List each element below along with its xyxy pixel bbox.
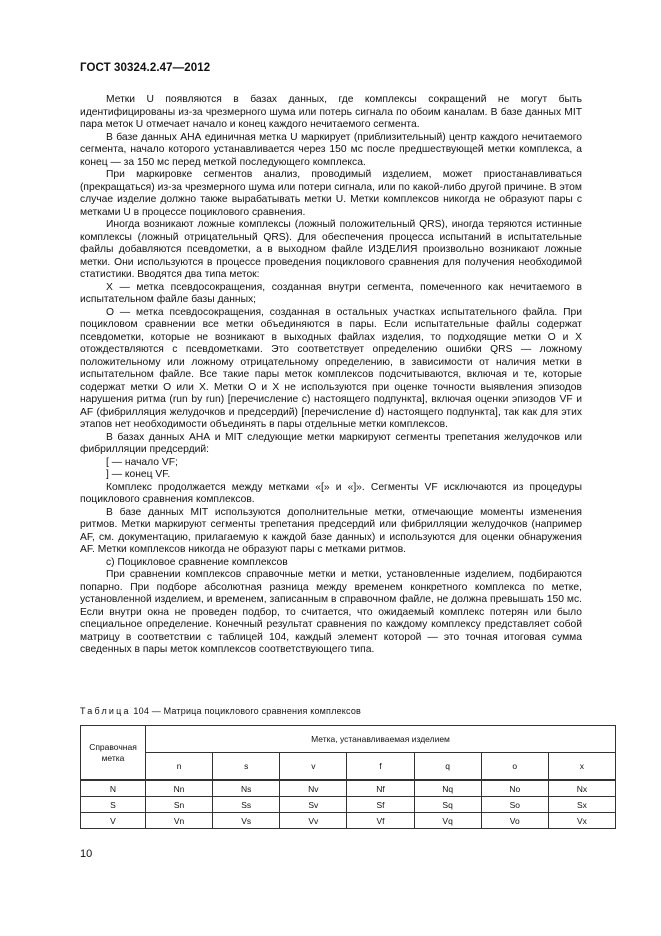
table-cell: Sq bbox=[414, 797, 481, 813]
row-label: S bbox=[81, 797, 146, 813]
table-cell: Vs bbox=[213, 813, 280, 829]
table-caption-text: 104 — Матрица поциклового сравнения комплексов bbox=[133, 706, 362, 716]
table-row bbox=[81, 813, 616, 829]
column-header: n bbox=[146, 753, 213, 781]
table-cell: Sn bbox=[146, 797, 213, 813]
paragraph: В базе данных АНА единичная метка U маркирует (приблизительный) центр каждого нечитаемого сегмента, начало которого устанавливается через 150 мс после предшествующей метки комплекса, а конец — за 150 мс перед меткой последующего комплекса. bbox=[80, 131, 582, 168]
table-row bbox=[81, 797, 616, 813]
paragraph: ] — конец VF. bbox=[106, 469, 171, 480]
subsection-heading: c) Поцикловое сравнение комплексов bbox=[106, 556, 288, 568]
paragraph: При сравнении комплексов справочные метки и метки, установленные изделием, подбираются попарно. При подборе абсолютная разница между временем конкретного комплекса по метке, установленной изделием, и временем, записанным в справочном файле, не должна превышать 150 мс. Если внутри окна не проведен подбор, то считается, что ожидаемый комплекс потерян или было специальное определение. Конечный результат сравнения по каждому комплексу представляет собой матрицу в соответствии с таблицей 104, каждый элемент которой — это точная итоговая сумма сведенных в пары меток комплексов соответствующего типа. bbox=[80, 569, 582, 655]
table-cell: Vx bbox=[548, 813, 615, 829]
column-header: q bbox=[414, 753, 481, 781]
column-header: o bbox=[481, 753, 548, 781]
table-cell: Nf bbox=[347, 780, 414, 797]
paragraph: Иногда возникают ложные комплексы (ложный положительный QRS), иногда теряются истинные комплексы (ложный отрицательный QRS). Для обеспечения процесса испытаний в испытательные файлы добавляются псевдометки, а в выходном файле ИЗДЕЛИЯ произвольно возникают ложные метки. Они используются в процессе проведения поциклового сравнения для получения необходимой статистики. Вводятся два типа меток: bbox=[80, 219, 582, 280]
paragraph: В базе данных MIT используются дополнительные метки, отмечающие моменты изменения ритмов. Метки маркируют сегменты трепетания предсердий или фибрилляции желудочков (например AF, см. документацию, прилагаемую к каждой базе данных) и используются для оценки обнаружения AF. Метки комплексов никогда не образуют пары с метками ритмов. bbox=[80, 506, 582, 555]
row-label: V bbox=[81, 813, 146, 829]
table-cell: Nx bbox=[548, 780, 615, 797]
paragraph: X — метка псевдосокращения, созданная внутри сегмента, помеченного как нечитаемого в испытательном файле базы данных; bbox=[80, 281, 582, 305]
table-cell: Vv bbox=[280, 813, 347, 829]
comparison-matrix-table bbox=[80, 725, 616, 829]
row-label: N bbox=[81, 780, 146, 797]
document-body bbox=[80, 94, 582, 657]
table-cell: Vq bbox=[414, 813, 481, 829]
paragraph: При маркировке сегментов анализ, проводимый изделием, может приостанавливаться (прекращаться) из-за чрезмерного шума или потери сигнала, или по какой-либо другой причине. В этом случае изделие должно также вырабатывать метки U. Метки комплексов никогда не образуют пары с метками U в процессе поциклового сравнения. bbox=[80, 169, 582, 218]
table-cell: Nn bbox=[146, 780, 213, 797]
table-cell: Vo bbox=[481, 813, 548, 829]
table-cell: Vn bbox=[146, 813, 213, 829]
document-header: ГОСТ 30324.2.47—2012 bbox=[80, 62, 211, 74]
table-cell: No bbox=[481, 780, 548, 797]
column-header: v bbox=[280, 753, 347, 781]
column-header: s bbox=[213, 753, 280, 781]
table-cell: Nq bbox=[414, 780, 481, 797]
column-header: f bbox=[347, 753, 414, 781]
table-cell: Ns bbox=[213, 780, 280, 797]
row-header-cell: Справочная метка bbox=[81, 726, 146, 781]
page-number: 10 bbox=[80, 848, 93, 860]
table-caption bbox=[80, 706, 361, 716]
table-cell: Sv bbox=[280, 797, 347, 813]
paragraph: Комплекс продолжается между метками «[» и «]». Сегменты VF исключаются из процедуры поциклового сравнения комплексов. bbox=[80, 481, 582, 505]
table-cell: Vf bbox=[347, 813, 414, 829]
column-group-header: Метка, устанавливаемая изделием bbox=[146, 726, 616, 753]
table-cell: So bbox=[481, 797, 548, 813]
table-cell: Sf bbox=[347, 797, 414, 813]
paragraph: Метки U появляются в базах данных, где комплексы сокращений не могут быть идентифицированы из-за чрезмерного шума или потерь сигнала по обоим каналам. В базе данных MIT пара меток U отмечает начало и конец каждого нечитаемого сегмента. bbox=[80, 94, 582, 130]
table-cell: Nv bbox=[280, 780, 347, 797]
column-header: x bbox=[548, 753, 615, 781]
paragraph: [ — начало VF; bbox=[106, 456, 178, 468]
table-row bbox=[81, 780, 616, 797]
table-cell: Ss bbox=[213, 797, 280, 813]
paragraph: В базах данных АНА и MIT следующие метки маркируют сегменты трепетания желудочков или фибрилляции предсердий: bbox=[80, 431, 582, 455]
table-caption-word: Таблица bbox=[80, 706, 131, 716]
table-cell: Sx bbox=[548, 797, 615, 813]
paragraph: O — метка псевдосокращения, созданная в остальных участках испытательного файла. При поцикловом сравнении все метки объединяются в пары. Если испытательные файлы содержат псевдометки, которые не возникают в выходных файлах изделия, то подходящие метки O и X отождествляются с псевдометками. Это соответствует определению ошибки QRS — ложному положительному или ложному отрицательному определению, в зависимости от наличия метки в испытательном файле. Все такие пары меток комплексов подсчитываются, включая и те, которые содержат метки O или X. Метки O и X не используются при оценке точности выявления эпизодов нарушения ритма (run by run) [перечисление с) настоящего подпункта], включая оценки эпизодов VF и AF (фибрилляция желудочков и предсердий) [перечисление d) настоящего подпункта], так как для этих этапов нет необходимости объединять в пары отдельные метки комплексов. bbox=[80, 306, 582, 430]
